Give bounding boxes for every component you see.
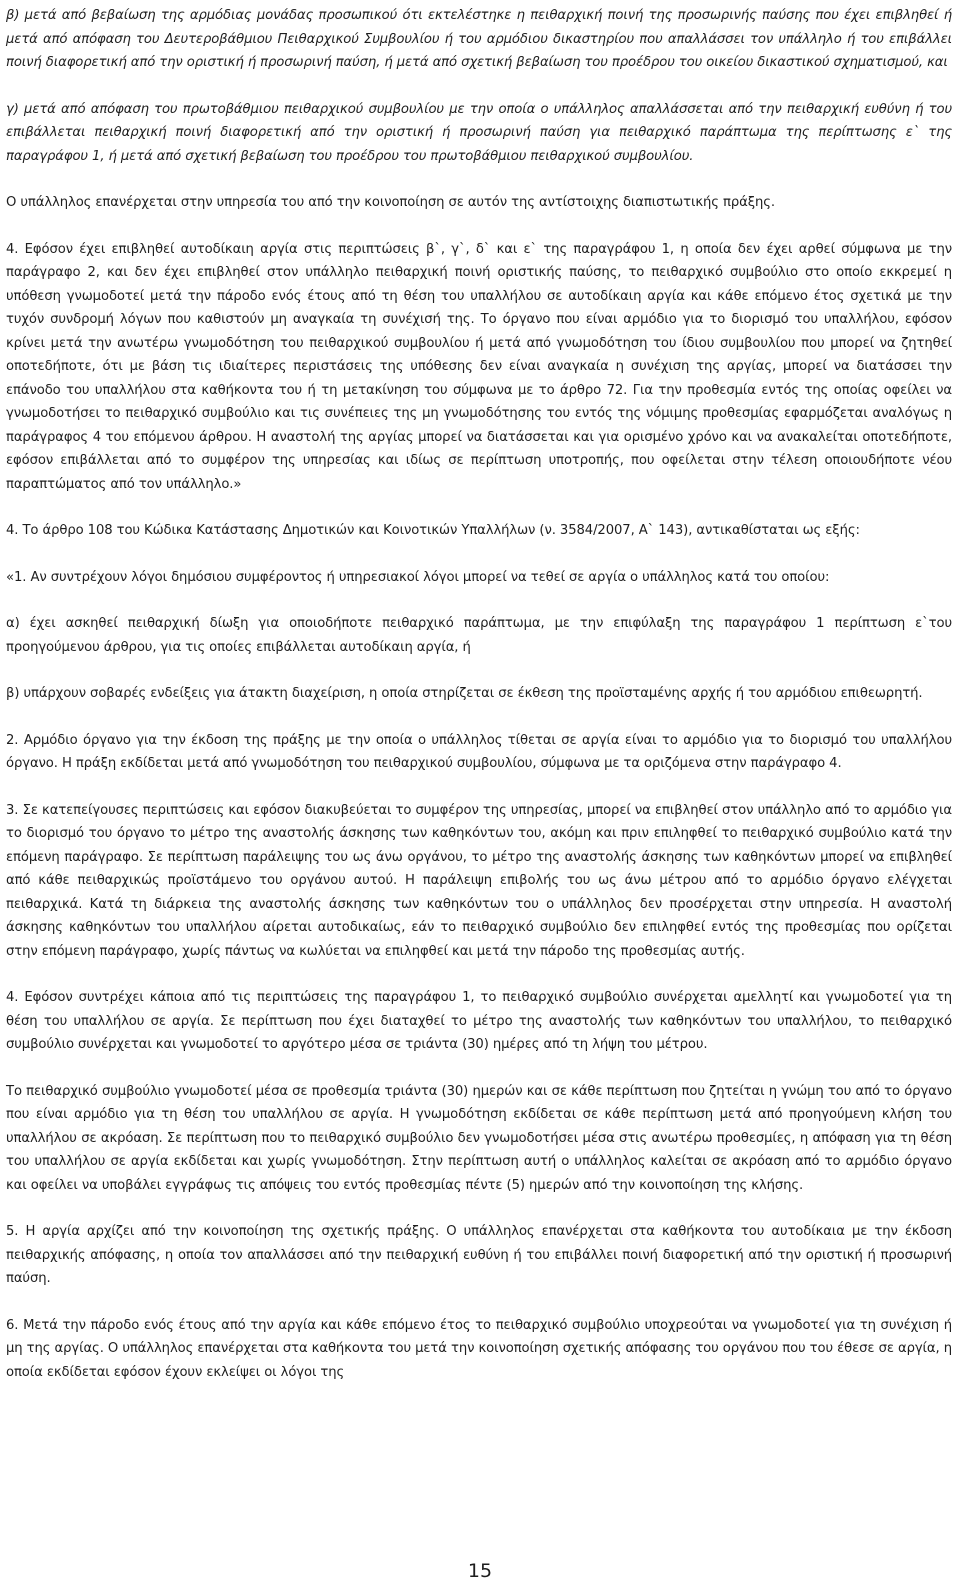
paragraph-quoted-3: 3. Σε κατεπείγουσες περιπτώσεις και εφόσον διακυβεύεται το συμφέρον της υπηρεσίας, μπορεί να επιβληθεί στον υπάλληλο από το αρμόδιο για το διορισμό του όργανο το μέτρο της αναστολής άσκησης των καθηκόντων του, ακόμη και πριν επιληφθεί το πειθαρχικό συμβούλιο κατά την επόμενη παράγραφο. Σε περίπτωση παράλειψης του ως άνω οργάνου, το μέτρο της αναστολής άσκησης των καθηκόντων μπορεί να επιβληθεί από κάθε πειθαρχικώς προϊστάμενο του οργάνου αυτού. Η παράλειψη επιβολής του ως άνω μέτρου από το αρμόδιο όργανο ελέγχεται πειθαρχικά. Κατά τη διάρκεια της αναστολής άσκησης των καθηκόντων του ο υπάλληλος δεν προσέρχεται στην υπηρεσία. Η αναστολή άσκησης καθηκόντων του υπαλλήλου αίρεται αυτοδικαίως, εάν το πειθαρχικό συμβούλιο δεν επιληφθεί εντός της προθεσμίας που ορίζεται στην επόμενη παράγραφο, χωρίς πάντως να κωλύεται να επιληφθεί και μετά την πάροδο της προθεσμίας αυτής. [6, 802, 952, 959]
paragraph-quoted-b: β) υπάρχουν σοβαρές ενδείξεις για άτακτη διαχείριση, η οποία στηρίζεται σε έκθεση της προϊσταμένης αρχής ή του αρμόδιου επιθεωρητή. [6, 686, 923, 701]
paragraph-quoted-a: α) έχει ασκηθεί πειθαρχική δίωξη για οποιοδήποτε πειθαρχικό παράπτωμα, με την επιφύλαξη της παραγράφου 1 περίπτωση ε`του προηγούμενου άρθρου, για τις οποίες επιβάλλεται αυτοδίκαιη αργία, ή [6, 616, 952, 655]
page-number: 15 [467, 1560, 493, 1582]
paragraph-quoted-4-continued: Το πειθαρχικό συμβούλιο γνωμοδοτεί μέσα σε προθεσμία τριάντα (30) ημερών και σε κάθε περίπτωση που ζητείται η γνώμη του από το όργανο που είναι αρμόδιο για τη θέση του υπαλλήλου σε αργία. Η γνωμοδότηση εκδίδεται σε κάθε περίπτωση μετά από προηγούμενη κλήση του υπαλλήλου σε ακρόαση. Σε περίπτωση που το πειθαρχικό συμβούλιο δεν γνωμοδοτήσει μέσα στις ανωτέρω προθεσμίες, η απόφαση για τη θέση του υπαλλήλου σε αργία εκδίδεται και χωρίς γνωμοδότηση. Στην περίπτωση αυτή ο υπάλληλος καλείται σε ακρόαση από το αρμόδιο όργανο και οφείλει να υποβάλει εγγράφως τις απόψεις του εντός προθεσμίας πέντε (5) ημερών από την κοινοποίηση της κλήσης. [6, 1083, 952, 1193]
paragraph-article-108: 4. Το άρθρο 108 του Κώδικα Κατάστασης Δημοτικών και Κοινοτικών Υπαλλήλων (ν. 3584/2007, Α` 143), αντικαθίσταται ως εξής: [6, 523, 860, 538]
paragraph-quoted-1: «1. Αν συντρέχουν λόγοι δημόσιου συμφέροντος ή υπηρεσιακοί λόγοι μπορεί να τεθεί σε αργία ο υπάλληλος κατά του οποίου: [6, 569, 830, 585]
paragraph-quoted-2: 2. Αρμόδιο όργανο για την έκδοση της πράξης με την οποία ο υπάλληλος τίθεται σε αργία είναι το αρμόδιο για το διορισμό του υπαλλήλου όργανο. Η πράξη εκδίδεται μετά από γνωμοδότηση του πειθαρχικού συμβουλίου, σύμφωνα με τα οριζόμενα στην παράγραφο 4. [6, 732, 952, 771]
paragraph-quoted-4: 4. Εφόσον συντρέχει κάποια από τις περιπτώσεις της παραγράφου 1, το πειθαρχικό συμβούλιο συνέρχεται αμελλητί και γνωμοδοτεί για τη θέση του υπαλλήλου σε αργία. Σε περίπτωση που έχει διαταχθεί το μέτρο της αναστολής των καθηκόντων του υπαλλήλου, το πειθαρχικό συμβούλιο συνέρχεται και γνωμοδοτεί το αργότερο μέσα σε τριάντα (30) ημέρες από τη λήψη του μέτρου. [6, 990, 952, 1052]
paragraph-4-suspension: 4. Εφόσον έχει επιβληθεί αυτοδίκαιη αργία στις περιπτώσεις β`, γ`, δ` και ε` της παραγράφου 1, η οποία δεν έχει αρθεί σύμφωνα με την παράγραφο 2, και δεν έχει επιβληθεί στον υπάλληλο πειθαρχική ποινή οριστικής παύσης, το πειθαρχικό συμβούλιο στο οποίο εκκρεμεί η υπόθεση γνωμοδοτεί μετά την πάροδο ενός έτους από τη θέση του υπαλλήλου σε αυτοδίκαιη αργία και κάθε επόμενο έτος σχετικά με την τυχόν συνδρομή λόγων που καθιστούν μη αναγκαία τη συνέχισή της. Το όργανο που είναι αρμόδιο για το διορισμό του υπαλλήλου, εφόσον κρίνει μετά την ανωτέρω γνωμοδότηση του πειθαρχικού συμβουλίου ή μετά από γνωμοδότηση του ίδιου συμβουλίου που μπορεί να ζητηθεί οποτεδήποτε, ότι με βάση τις ιδιαίτερες περιστάσεις της υπόθεσης δεν είναι αναγκαία η συνέχιση της αργίας, μπορεί να διατάσσει την επάνοδο του υπαλλήλου στα καθήκοντα του ή τη μετακίνηση του σύμφωνα με το άρθρο 72. Για την προθεσμία εντός της οποίας οφείλει να γνωμοδοτήσει το πειθαρχικό συμβούλιο και τις συνέπειες της μη γνωμοδότησης του εντός της νόμιμης προθεσμίας εφαρμόζεται αναλόγως η παράγραφος 4 του επόμενου άρθρου. Η αναστολή της αργίας μπορεί να διατάσσεται και για ορισμένο χρόνο και να ανακαλείται οποτεδήποτε, εφόσον επιβάλλεται από το συμφέρον της υπηρεσίας και ιδίως σε περίπτωση υποτροπής, που οφείλεται στην τέλεση οποιουδήποτε νέου παραπτώματος από τον υπάλληλο.» [6, 241, 952, 492]
paragraph-case-b: β) μετά από βεβαίωση της αρμόδιας μονάδας προσωπικού ότι εκτελέστηκε η πειθαρχική ποινή της προσωρινής παύσης που έχει επιβληθεί ή μετά από απόφαση του Δευτεροβάθμιου Πειθαρχικού Συμβουλίου ή του αρμόδιου δικαστηρίου που απαλλάσσει τον υπάλληλο ή του επιβάλλει ποινή διαφορετική από την οριστική ή προσωρινή παύση, ή μετά από σχετική βεβαίωση του προέδρου του οικείου δικαστικού σχηματισμού, και [6, 8, 952, 70]
paragraph-return-to-service: Ο υπάλληλος επανέρχεται στην υπηρεσία του από την κοινοποίηση σε αυτόν της αντίστοιχης διαπιστωτικής πράξης. [6, 195, 775, 210]
paragraph-quoted-6: 6. Μετά την πάροδο ενός έτους από την αργία και κάθε επόμενο έτος το πειθαρχικό συμβούλιο υποχρεούται να γνωμοδοτεί για τη συνέχιση ή μη της αργίας. Ο υπάλληλος επανέρχεται στα καθήκοντα του μετά την κοινοποίηση σχετικής απόφασης του οργάνου που του έθεσε σε αργία, η οποία εκδίδεται εφόσον έχουν εκλείψει οι λόγοι της [6, 1317, 952, 1380]
paragraph-quoted-5: 5. Η αργία αρχίζει από την κοινοποίηση της σχετικής πράξης. Ο υπάλληλος επανέρχεται στα καθήκοντα του αυτοδίκαια με την έκδοση πειθαρχικής απόφασης, η οποία τον απαλλάσσει από την πειθαρχική ευθύνη ή του επιβάλλει ποινή διαφορετική από την οριστική ή προσωρινή παύση. [6, 1224, 952, 1286]
paragraph-case-g: γ) μετά από απόφαση του πρωτοβάθμιου πειθαρχικού συμβουλίου με την οποία ο υπάλληλος απαλλάσσεται από την πειθαρχική ευθύνη ή του επιβάλλεται πειθαρχική ποινή διαφορετική από την οριστική ή προσωρινή παύση για πειθαρχικό παράπτωμα της περίπτωσης ε` της παραγράφου 1, ή μετά από σχετική βεβαίωση του προέδρου του πρωτοβάθμιου πειθαρχικού συμβουλίου. [6, 101, 952, 164]
